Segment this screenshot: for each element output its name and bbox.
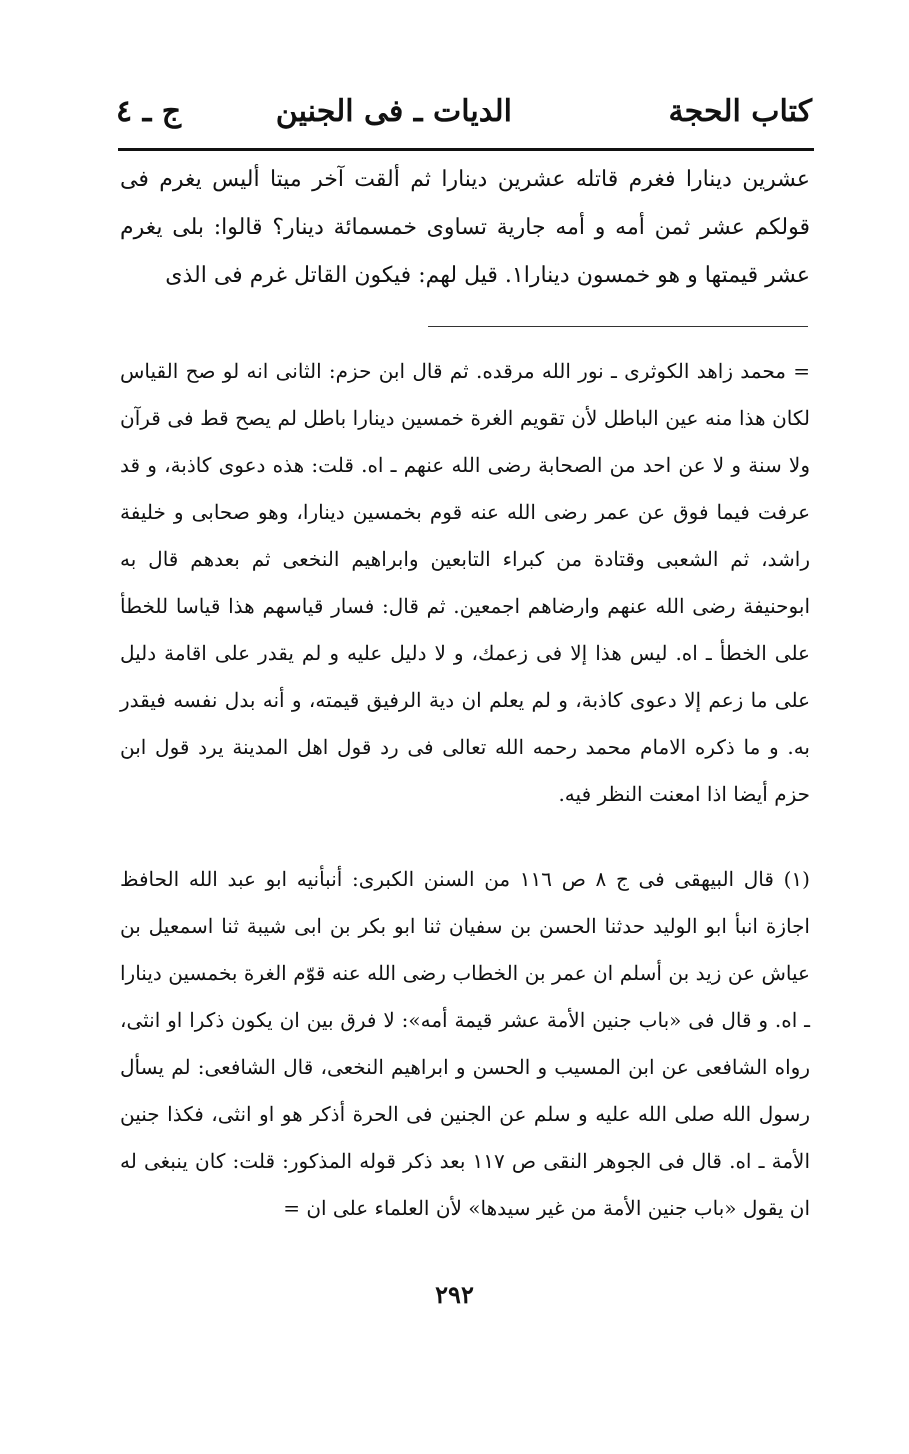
chapter-title: الديات ـ فى الجنين bbox=[275, 94, 512, 129]
header-rule bbox=[118, 148, 814, 151]
page-number: ٢٩٢ bbox=[435, 1280, 474, 1309]
footnote-1: (١) قال البيهقى فى ج ٨ ص ١١٦ من السنن الكبرى: أنبأنيه ابو عبد الله الحافظ اجازة انبأ ابو الوليد حدثنا الحسن بن سفيان ثنا ابو بكر بن ابى شيبة ثنا اسمعيل بن عياش عن زيد بن أسلم ان عمر بن الخطاب رضى الله عنه قوّم الغرة بخمسين دينارا ـ اه. و قال فى «باب جنين الأمة عشر قيمة أمه»: لا فرق بين ان يكون ذكرا او انثى، رواه الشافعى عن ابن المسيب و الحسن و ابراهيم النخعى، قال الشافعى: لم يسأل رسول الله صلى الله عليه و سلم عن الجنين فى الحرة أذكر هو او انثى، فكذا جنين الأمة ـ اه. قال فى الجوهر النقى ص ١١٧ بعد ذكر قوله المذكور: قلت: كان ينبغى له ان يقول «باب جنين الأمة من غير سيدها» لأن العلماء على ان = bbox=[120, 867, 811, 1220]
running-header bbox=[112, 88, 812, 144]
footnote-separator bbox=[428, 326, 808, 327]
book-title: كتاب الحجة bbox=[668, 94, 812, 129]
footnote-continued: = محمد زاهد الكوثرى ـ نور الله مرقده. ثم قال ابن حزم: الثانى انه لو صح القياس لكان هذا منه عين الباطل لأن تقويم الغرة خمسين دينارا باطل لم يصح قط فى قرآن ولا سنة و لا عن احد من الصحابة رضى الله عنهم ـ اه. قلت: هذه دعوى كاذبة، و قد عرفت فيما فوق عن عمر رضى الله عنه قوم بخمسين دينارا، وهو صحابى و خليفة راشد، ثم الشعبى وقتادة من كبراء التابعين وابراهيم النخعى ثم بعدهم قال به ابوحنيفة رضى الله عنهم وارضاهم اجمعين. ثم قال: فسار قياسهم هذا قياسا للخطأ على الخطأ ـ اه. ليس هذا إلا فى زعمك، و لا دليل عليه و لم يقدر على اقامة دليل على ما زعم إلا دعوى كاذبة، و لم يعلم ان دية الرفيق قيمته، و أنه بدل نفسه فيقدر به. و ما ذكره الامام محمد رحمه الله تعالى فى رد قول اهل المدينة يرد قول ابن حزم أيضا اذا امعنت النظر فيه. bbox=[120, 359, 810, 806]
volume-number: ج ـ ٤ bbox=[116, 94, 182, 129]
main-text: عشرين دينارا فغرم قاتله عشرين دينارا ثم ألقت آخر ميتا أليس يغرم فى قولكم عشر ثمن أمه و أمه جارية تساوى خمسمائة دينار؟ قالوا: بلى يغرم عشر قيمتها و هو خمسون دينارا١. قيل لهم: فيكون القاتل غرم فى الذى bbox=[120, 167, 810, 288]
